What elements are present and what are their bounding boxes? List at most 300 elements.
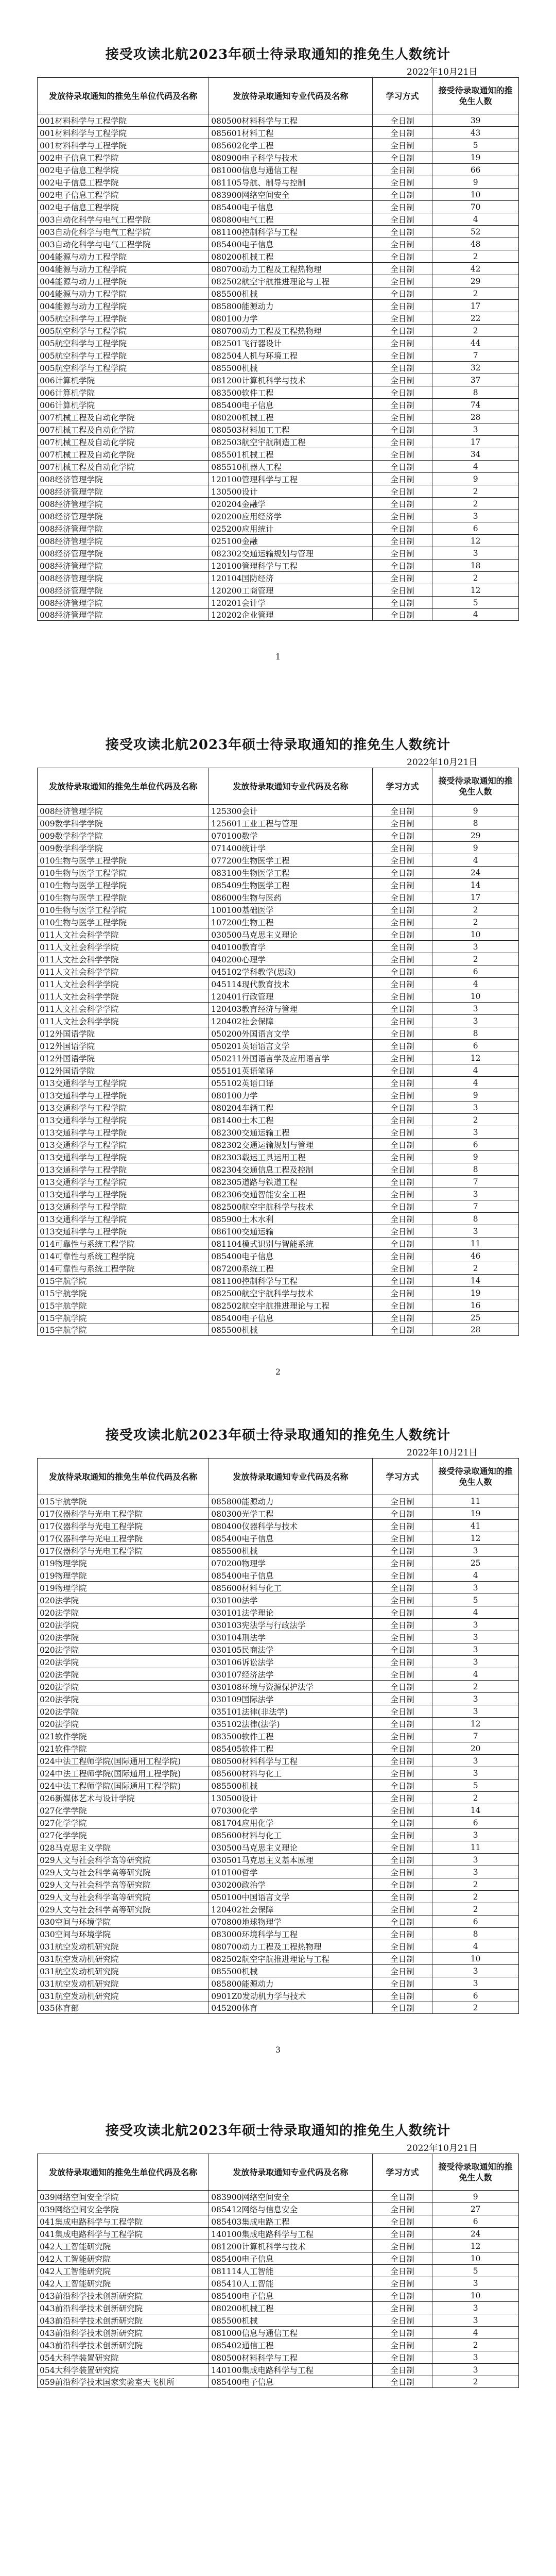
cell-major: 050200外国语言文学 [209,1027,372,1039]
cell-major: 087200系统工程 [209,1262,372,1274]
cell-unit: 011人文社会科学学院 [38,953,209,965]
header-study-mode: 学习方式 [373,78,433,114]
cell-study-mode: 全日制 [373,436,433,448]
cell-unit: 006计算机学院 [38,386,209,398]
cell-count: 3 [473,1004,478,1013]
cell-count: 52 [470,227,481,236]
cell-major: 081000信息与通信工程 [209,2327,372,2338]
cell-study-mode: 全日制 [373,560,433,571]
cell-study-mode: 全日制 [373,597,433,608]
cell-unit: 008经济管理学院 [38,547,209,559]
cell-study-mode: 全日制 [373,2339,433,2351]
cell-count: 19 [470,152,481,162]
cell-count: 6 [473,523,478,533]
cell-unit: 029人文与社会科学高等研究院 [38,1878,209,1890]
cell-study-mode: 全日制 [373,1829,433,1841]
cell-study-mode: 全日制 [373,1015,433,1027]
cell-study-mode: 全日制 [373,854,433,866]
cell-study-mode: 全日制 [373,1163,433,1175]
table-row [37,829,519,841]
cell-unit: 014可靠性与系统工程学院 [38,1238,209,1249]
table-row [37,1039,519,1052]
cell-major: 085500机械 [209,1965,372,1977]
cell-study-mode: 全日制 [373,1928,433,1940]
cell-count: 11 [470,1842,481,1852]
header-count: 接受待录取通知的推免生人数 [438,776,513,796]
cell-study-mode: 全日制 [373,1027,433,1039]
cell-study-mode: 全日制 [373,1582,433,1594]
cell-count: 28 [470,412,481,422]
cell-study-mode: 全日制 [373,1742,433,1754]
page-date: 2022年10月21日 [407,757,478,768]
cell-major: 120100管理科学与工程 [209,560,372,571]
cell-unit: 011人文社会科学学院 [38,1003,209,1014]
cell-count: 4 [473,855,478,865]
table-row [37,1655,519,1668]
table-header [37,1458,519,1495]
cell-count: 42 [470,264,481,274]
cell-major: 130500设计 [209,1792,372,1804]
cell-unit: 013交通科学与工程学院 [38,1151,209,1163]
header-unit: 发放待录取通知的推免生单位代码及名称 [38,768,209,804]
cell-count: 3 [473,1706,478,1716]
cell-major: 120402社会保障 [209,1903,372,1915]
cell-count: 19 [470,1288,481,1298]
cell-count: 25 [470,1313,481,1323]
cell-count: 12 [470,1053,481,1063]
table-row [37,1717,519,1730]
table-row [37,2002,519,2014]
cell-count: 11 [470,1496,481,1506]
cell-count: 3 [473,511,478,521]
cell-unit: 029人文与社会科学高等研究院 [38,1854,209,1866]
cell-major: 082500航空宇航科学与技术 [209,1200,372,1212]
cell-count: 6 [473,967,478,976]
cell-count: 2 [473,486,478,496]
cell-count: 6 [473,2216,478,2226]
cell-count: 12 [470,585,481,595]
cell-count: 3 [473,2352,478,2362]
cell-unit: 059前沿科学技术国家实验室天飞机所 [38,2376,209,2387]
cell-count: 2 [473,326,478,335]
table-row [37,151,519,163]
cell-major: 030101法学理论 [209,1606,372,1618]
cell-count: 34 [470,449,481,459]
table-row [37,1964,519,1977]
cell-study-mode: 全日制 [373,867,433,878]
header-unit: 发放待录取通知的推免生单位代码及名称 [38,2154,209,2190]
cell-unit: 006计算机学院 [38,374,209,386]
cell-count: 19 [470,1509,481,1518]
cell-study-mode: 全日制 [373,1780,433,1791]
cell-unit: 043前沿科学技术创新研究院 [38,2290,209,2301]
table-row [37,1754,519,1767]
table-row [37,940,519,953]
cell-study-mode: 全日制 [373,572,433,584]
cell-count: 3 [473,1189,478,1199]
cell-major: 080500材料科学与工程 [209,114,372,126]
cell-count: 8 [473,818,478,828]
cell-unit: 029人文与社会科学高等研究院 [38,1891,209,1903]
cell-study-mode: 全日制 [373,423,433,435]
cell-unit: 008经济管理学院 [38,805,209,817]
table-row [37,1225,519,1237]
cell-study-mode: 全日制 [373,337,433,349]
cell-major: 030106诉讼法学 [209,1656,372,1668]
table-row [37,1507,519,1519]
cell-count: 4 [473,1078,478,1088]
cell-unit: 013交通科学与工程学院 [38,1188,209,1200]
cell-study-mode: 全日制 [373,374,433,386]
cell-major: 080400仪器科学与技术 [209,1520,372,1532]
cell-count: 7 [473,1177,478,1187]
cell-unit: 008经济管理学院 [38,560,209,571]
page-date: 2022年10月21日 [407,1448,478,1458]
table-row [37,336,519,349]
cell-study-mode: 全日制 [373,990,433,1002]
cell-study-mode: 全日制 [373,2364,433,2376]
page-title: 接受攻读北航2023年硕士待录取通知的推免生人数统计 [105,1428,451,1443]
cell-unit: 013交通科学与工程学院 [38,1163,209,1175]
cell-unit: 008经济管理学院 [38,584,209,596]
cell-study-mode: 全日制 [373,1262,433,1274]
cell-unit: 020法学院 [38,1594,209,1606]
cell-count: 16 [470,1300,481,1310]
cell-major: 085403集成电路工程 [209,2215,372,2227]
table-row [37,1927,519,1940]
header-count: 接受待录取通知的推免生人数 [438,2162,513,2182]
cell-count: 3 [473,1632,478,1642]
cell-major: 125601工业工程与管理 [209,817,372,829]
table-row [37,2264,519,2277]
table-row [37,1519,519,1532]
cell-unit: 031航空发动机研究院 [38,1965,209,1977]
cell-major: 130500设计 [209,485,372,497]
cell-count: 24 [470,2229,481,2239]
cell-study-mode: 全日制 [373,213,433,225]
cell-unit: 010生物与医学工程学院 [38,854,209,866]
cell-unit: 008经济管理学院 [38,522,209,534]
cell-study-mode: 全日制 [373,2252,433,2264]
cell-count: 3 [473,1694,478,1704]
cell-study-mode: 全日制 [373,1176,433,1188]
cell-study-mode: 全日制 [373,1139,433,1150]
cell-count: 8 [473,1214,478,1224]
cell-count: 6 [473,1991,478,2001]
cell-major: 085400电子信息 [209,201,372,213]
cell-count: 2 [473,917,478,927]
cell-study-mode: 全日制 [373,250,433,262]
cell-major: 140100集成电路科学与工程 [209,2364,372,2376]
cell-major: 085501机械工程 [209,448,372,460]
cell-count: 9 [473,474,478,484]
table-row [37,1286,519,1299]
table-row [37,878,519,891]
cell-count: 2 [473,1115,478,1125]
table-row [37,287,519,299]
cell-count: 14 [470,1805,481,1815]
cell-unit: 017仪器科学与光电工程学院 [38,1532,209,1544]
cell-major: 120403教育经济与管理 [209,1003,372,1014]
table-row [37,1076,519,1089]
cell-study-mode: 全日制 [373,1977,433,1989]
cell-count: 12 [470,1719,481,1728]
cell-count: 29 [470,831,481,840]
cell-count: 5 [473,1595,478,1605]
cell-count: 17 [470,892,481,902]
cell-study-mode: 全日制 [373,1990,433,2002]
cell-study-mode: 全日制 [373,1606,433,1618]
cell-unit: 024中法工程师学院(国际通用工程学院) [38,1755,209,1767]
cell-study-mode: 全日制 [373,1052,433,1064]
cell-major: 081104模式识别与智能系统 [209,1238,372,1249]
cell-unit: 039网络空间安全学院 [38,2203,209,2215]
cell-study-mode: 全日制 [373,2191,433,2202]
cell-unit: 008经济管理学院 [38,572,209,584]
cell-unit: 013交通科学与工程学院 [38,1139,209,1150]
cell-unit: 011人文社会科学学院 [38,1015,209,1027]
cell-major: 081000信息与通信工程 [209,164,372,176]
cell-unit: 001材料科学与工程学院 [38,114,209,126]
table-row [37,1791,519,1804]
cell-count: 5 [473,1781,478,1790]
table-row [37,1878,519,1890]
cell-major: 140100集成电路科学与工程 [209,2228,372,2240]
cell-study-mode: 全日制 [373,1003,433,1014]
table-row [37,1915,519,1927]
cell-study-mode: 全日制 [373,829,433,841]
page-title: 接受攻读北航2023年硕士待录取通知的推免生人数统计 [105,47,451,62]
cell-study-mode: 全日制 [373,1656,433,1668]
table-row [37,1618,519,1631]
table-row [37,891,519,903]
table-row [37,1064,519,1076]
cell-major: 085600材料与化工 [209,1582,372,1594]
cell-study-mode: 全日制 [373,1866,433,1878]
cell-study-mode: 全日制 [373,300,433,312]
cell-count: 27 [470,2204,481,2214]
cell-count: 2 [473,2340,478,2350]
table-row [37,485,519,497]
cell-major: 085400电子信息 [209,1532,372,1544]
cell-count: 3 [473,2278,478,2288]
cell-study-mode: 全日制 [373,2002,433,2013]
cell-unit: 054大科学装置研究院 [38,2364,209,2376]
cell-unit: 021软件学院 [38,1742,209,1754]
table-row [37,1212,519,1225]
cell-count: 20 [470,1743,481,1753]
cell-major: 030108环境与资源保护法学 [209,1681,372,1692]
cell-study-mode: 全日制 [373,498,433,510]
page-3 [0,1381,556,2055]
table-row [37,1324,519,1336]
cell-unit: 031航空发动机研究院 [38,1990,209,2002]
cell-major: 081704应用化学 [209,1817,372,1828]
cell-study-mode: 全日制 [373,1101,433,1113]
cell-unit: 042人工智能研究院 [38,2240,209,2252]
cell-unit: 031航空发动机研究院 [38,1940,209,1952]
cell-major: 025100金融 [209,535,372,547]
cell-unit: 042人工智能研究院 [38,2265,209,2277]
table-row [37,2363,519,2376]
cell-count: 18 [470,561,481,570]
cell-study-mode: 全日制 [373,275,433,287]
cell-major: 030109国际法学 [209,1693,372,1705]
cell-unit: 013交通科学与工程学院 [38,1114,209,1126]
table-row [37,1594,519,1606]
cell-major: 082302交通运输规划与管理 [209,547,372,559]
cell-count: 29 [470,276,481,286]
cell-major: 100100基础医学 [209,904,372,916]
cell-study-mode: 全日制 [373,805,433,817]
cell-unit: 010生物与医学工程学院 [38,879,209,891]
cell-study-mode: 全日制 [373,362,433,374]
cell-count: 2 [473,251,478,261]
cell-count: 32 [470,363,481,372]
cell-unit: 020法学院 [38,1681,209,1692]
cell-major: 083100生物医学工程 [209,867,372,878]
cell-study-mode: 全日制 [373,1250,433,1262]
table-row [37,1705,519,1717]
cell-study-mode: 全日制 [373,1287,433,1299]
cell-unit: 054大科学装置研究院 [38,2351,209,2363]
cell-major: 030500马克思主义理论 [209,1841,372,1853]
cell-count: 5 [473,598,478,607]
cell-major: 030500马克思主义理论 [209,928,372,940]
cell-unit: 013交通科学与工程学院 [38,1176,209,1188]
table-row [37,1126,519,1138]
cell-unit: 008经济管理学院 [38,473,209,485]
cell-count: 4 [473,610,478,619]
page-date: 2022年10月21日 [407,2143,478,2154]
page-title: 接受攻读北航2023年硕士待录取通知的推免生人数统计 [105,2123,451,2139]
header-study-mode: 学习方式 [373,2154,433,2190]
cell-count: 3 [473,1016,478,1026]
table-row [37,448,519,460]
cell-unit: 008经济管理学院 [38,597,209,608]
cell-major: 085405软件工程 [209,1742,372,1754]
cell-major: 050201英语语言文学 [209,1040,372,1052]
cell-major: 080800电气工程 [209,213,372,225]
table-row [37,1532,519,1544]
cell-study-mode: 全日制 [373,1225,433,1237]
cell-major: 083000环境科学与工程 [209,1928,372,1940]
cell-count: 9 [473,177,478,187]
cell-unit: 010生物与医学工程学院 [38,891,209,903]
cell-unit: 005航空科学与工程学院 [38,325,209,336]
cell-major: 082502航空宇航推进理论与工程 [209,275,372,287]
table-row [37,584,519,596]
cell-major: 080200机械工程 [209,411,372,423]
cell-study-mode: 全日制 [373,1878,433,1890]
cell-count: 3 [473,1546,478,1555]
cell-unit: 002电子信息工程学院 [38,176,209,188]
cell-study-mode: 全日制 [373,164,433,176]
cell-unit: 009数学科学学院 [38,817,209,829]
cell-count: 2 [473,1892,478,1902]
table-row [37,977,519,990]
table-row [37,262,519,275]
cell-major: 080700动力工程及工程热物理 [209,263,372,275]
table-row [37,1841,519,1853]
table-row [37,1767,519,1779]
cell-study-mode: 全日制 [373,1569,433,1581]
cell-unit: 012外国语学院 [38,1064,209,1076]
cell-unit: 015宇航学院 [38,1287,209,1299]
cell-study-mode: 全日制 [373,1792,433,1804]
cell-major: 082500航空宇航科学与技术 [209,1287,372,1299]
cell-study-mode: 全日制 [373,399,433,411]
cell-unit: 007机械工程及自动化学院 [38,461,209,472]
cell-study-mode: 全日制 [373,1495,433,1507]
table-row [37,1274,519,1286]
table-row [37,1163,519,1175]
table-row [37,1495,519,1507]
cell-count: 3 [473,1645,478,1654]
cell-count: 9 [473,1152,478,1162]
cell-major: 085400电子信息 [209,2252,372,2264]
cell-study-mode: 全日制 [373,2351,433,2363]
cell-major: 070300化学 [209,1804,372,1816]
table-row [37,2202,519,2215]
table-row [37,1188,519,1200]
table-row [37,1890,519,1903]
cell-unit: 020法学院 [38,1619,209,1631]
table-row [37,497,519,510]
cell-count: 3 [473,1978,478,1988]
table-row [37,1150,519,1163]
cell-unit: 041集成电路科学与工程学院 [38,2228,209,2240]
cell-unit: 013交通科学与工程学院 [38,1101,209,1113]
enrollment-table [37,768,519,1336]
cell-study-mode: 全日制 [373,461,433,472]
table-row [37,299,519,312]
cell-unit: 005航空科学与工程学院 [38,312,209,324]
cell-study-mode: 全日制 [373,1903,433,1915]
cell-unit: 002电子信息工程学院 [38,151,209,163]
cell-study-mode: 全日制 [373,1312,433,1324]
cell-unit: 011人文社会科学学院 [38,965,209,977]
table-row [37,1853,519,1866]
table-row [37,1692,519,1705]
cell-study-mode: 全日制 [373,238,433,250]
cell-unit: 043前沿科学技术创新研究院 [38,2339,209,2351]
table-row [37,916,519,928]
cell-unit: 007机械工程及自动化学院 [38,423,209,435]
cell-study-mode: 全日制 [373,1532,433,1544]
cell-study-mode: 全日制 [373,114,433,126]
table-row [37,2326,519,2338]
cell-unit: 007机械工程及自动化学院 [38,436,209,448]
cell-major: 0901Z0发动机力学与技术 [209,1990,372,2002]
table-row [37,1200,519,1212]
page-title: 接受攻读北航2023年硕士待录取通知的推免生人数统计 [105,737,451,753]
cell-study-mode: 全日制 [373,510,433,522]
cell-unit: 008经济管理学院 [38,510,209,522]
page-4 [0,2076,556,2576]
cell-major: 085400电子信息 [209,399,372,411]
cell-unit: 005航空科学与工程学院 [38,362,209,374]
header-unit: 发放待录取通知的推免生单位代码及名称 [38,1459,209,1495]
cell-count: 9 [473,2192,478,2201]
table-row [37,1977,519,1989]
table-row [37,965,519,977]
cell-count: 6 [473,1140,478,1149]
table-row [37,1052,519,1064]
cell-study-mode: 全日制 [373,349,433,361]
cell-count: 3 [473,1657,478,1667]
cell-major: 085800能源动力 [209,1977,372,1989]
